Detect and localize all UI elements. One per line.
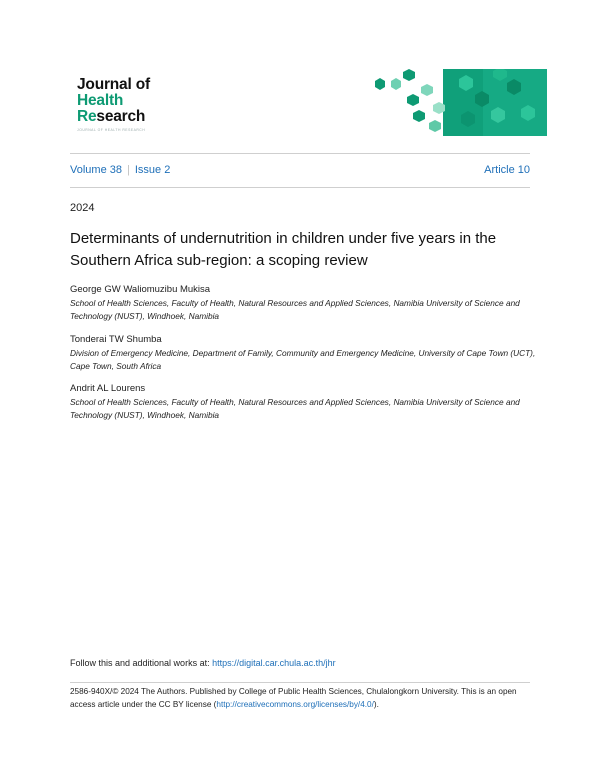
hexagon-pattern-graphic bbox=[363, 69, 547, 136]
author-block bbox=[70, 283, 540, 322]
author-name: George GW Waliomuzibu Mukisa bbox=[70, 284, 211, 295]
license-text: 2586-940X/© 2024 The Authors. Published by College of Public Health Sciences, Chulalongkorn University. This is an open access article under the CC BY license ( bbox=[70, 687, 517, 709]
license-end: ). bbox=[373, 699, 379, 709]
logo-line-2-text: Health bbox=[77, 92, 124, 109]
hexagon bbox=[403, 69, 415, 81]
author-name: Andrit AL Lourens bbox=[70, 383, 146, 394]
journal-logo bbox=[77, 77, 150, 132]
logo-line-3 bbox=[77, 109, 150, 125]
separator: | bbox=[126, 164, 130, 176]
hexagon-cluster bbox=[375, 69, 547, 136]
repository-link[interactable]: https://digital.car.chula.ac.th/jhr bbox=[212, 658, 336, 668]
logo-line-2 bbox=[77, 93, 150, 109]
logo-tagline: JOURNAL OF HEALTH RESEARCH bbox=[77, 128, 146, 132]
hexagon bbox=[421, 84, 433, 96]
logo-accent-text: Re bbox=[77, 108, 97, 125]
logo-rest-text: search bbox=[96, 108, 146, 125]
author-affiliation: School of Health Sciences, Faculty of Health, Natural Resources and Applied Sciences, Namibia University of Science and Technology (NUST), Windhoek, Namibia bbox=[70, 298, 520, 321]
article-title: Determinants of undernutrition in children under five years in the Southern Africa sub-region: a scoping review bbox=[70, 230, 497, 269]
follow-line bbox=[70, 658, 336, 668]
author-affiliation: School of Health Sciences, Faculty of Health, Natural Resources and Applied Sciences, Namibia University of Science and Technology (NUST), Windhoek, Namibia bbox=[70, 397, 520, 420]
issue-link[interactable]: Issue 2 bbox=[134, 164, 171, 176]
divider-footer bbox=[70, 682, 530, 683]
author-name: Tonderai TW Shumba bbox=[70, 334, 162, 345]
follow-text: Follow this and additional works at: bbox=[70, 658, 213, 668]
author-affiliation: Division of Emergency Medicine, Department of Family, Community and Emergency Medicine, University of Cape Town (UCT), Cape Town, South Africa bbox=[70, 348, 536, 371]
license-link[interactable]: http://creativecommons.org/licenses/by/4.0/ bbox=[216, 699, 374, 709]
volume-link[interactable]: Volume 38 bbox=[70, 164, 122, 176]
hexagon bbox=[391, 78, 401, 90]
green-block-light bbox=[483, 69, 547, 136]
issue-info bbox=[70, 164, 530, 178]
author-block bbox=[70, 333, 540, 372]
hexagon bbox=[413, 110, 425, 122]
divider-top bbox=[70, 153, 530, 154]
hexagon bbox=[375, 78, 385, 90]
license-statement bbox=[70, 686, 540, 711]
hexagon bbox=[429, 120, 441, 132]
logo-line-1: Journal of bbox=[77, 76, 150, 93]
hexagon bbox=[407, 94, 419, 106]
article-link[interactable]: Article 10 bbox=[484, 164, 530, 176]
author-block bbox=[70, 382, 540, 421]
divider-bottom bbox=[70, 187, 530, 188]
publication-year: 2024 bbox=[70, 202, 95, 214]
